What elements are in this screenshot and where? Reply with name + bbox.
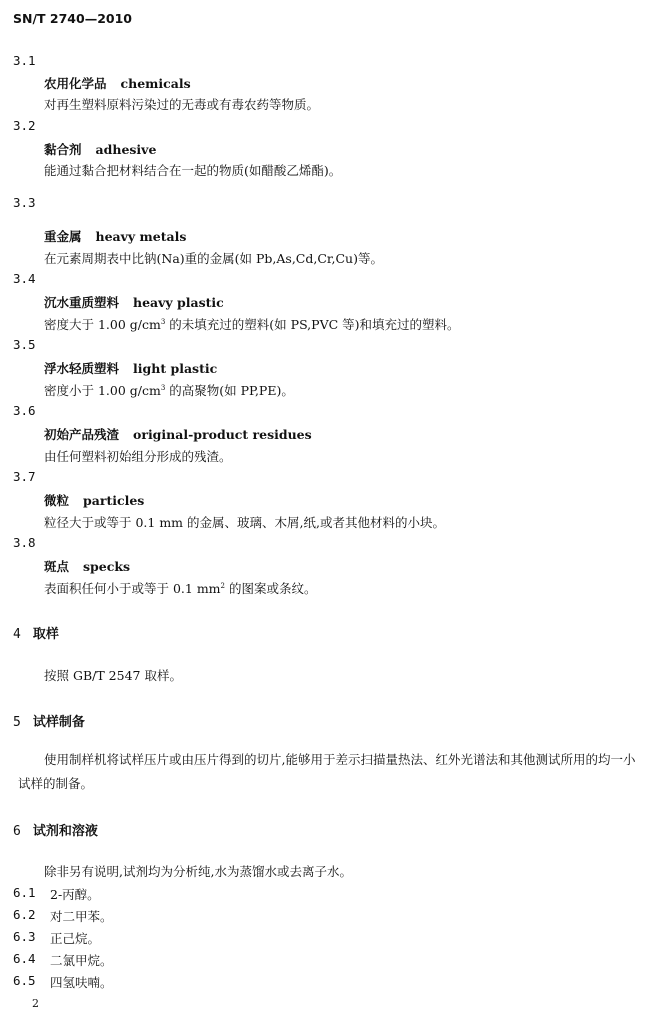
section-text: 按照 GB/T 2547 取样。 bbox=[44, 668, 182, 683]
section-heading bbox=[13, 711, 85, 730]
definition-text: 密度大于 1.00 g/cm bbox=[44, 317, 161, 332]
reagent-number: 6.3 bbox=[13, 929, 36, 944]
term-title-zh: 黏合剂 bbox=[44, 142, 82, 157]
section-number: 5 bbox=[13, 715, 21, 730]
term-title bbox=[44, 140, 156, 158]
term-definition bbox=[44, 381, 294, 399]
term-title bbox=[44, 293, 224, 311]
term-title-zh: 斑点 bbox=[44, 559, 70, 574]
superscript: 3 bbox=[160, 383, 166, 392]
term-title-en: chemicals bbox=[120, 76, 191, 91]
standard-number-header: SN/T 2740—2010 bbox=[13, 11, 132, 26]
section-heading bbox=[13, 623, 59, 642]
reagent-name: 四氢呋喃。 bbox=[50, 975, 113, 990]
definition-text: 的未填充过的塑料(如 PS,PVC 等)和填充过的塑料。 bbox=[165, 317, 460, 332]
term-number: 3.5 bbox=[13, 337, 36, 352]
term-title bbox=[44, 227, 186, 245]
term-number: 3.4 bbox=[13, 271, 36, 286]
section-title: 试剂和溶液 bbox=[32, 824, 98, 839]
section-title: 试样制备 bbox=[32, 715, 85, 730]
section-number: 4 bbox=[13, 627, 21, 642]
term-definition: 粒径大于或等于 0.1 mm 的金属、玻璃、木屑,纸,或者其他材料的小块。 bbox=[44, 515, 445, 530]
definition-text: 密度小于 1.00 g/cm bbox=[44, 383, 161, 398]
term-title-en: heavy metals bbox=[95, 229, 187, 244]
term-title-en: particles bbox=[83, 493, 145, 508]
section-text: 除非另有说明,试剂均为分析纯,水为蒸馏水或去离子水。 bbox=[44, 864, 352, 879]
term-title-en: specks bbox=[83, 559, 131, 574]
term-title bbox=[44, 74, 191, 92]
definition-text: 的高聚物(如 PP,PE)。 bbox=[165, 383, 294, 398]
term-title bbox=[44, 491, 144, 509]
term-number: 3.8 bbox=[13, 535, 36, 550]
reagent-name: 正己烷。 bbox=[50, 931, 101, 946]
term-definition: 在元素周期表中比钠(Na)重的金属(如 Pb,As,Cd,Cr,Cu)等。 bbox=[44, 251, 383, 266]
reagent-number: 6.1 bbox=[13, 885, 36, 900]
term-definition: 由任何塑料初始组分形成的残渣。 bbox=[44, 449, 232, 464]
definition-text: 表面积任何小于或等于 0.1 mm bbox=[44, 581, 221, 596]
reagent-name: 2-丙醇。 bbox=[50, 887, 100, 902]
page-number: 2 bbox=[32, 997, 39, 1010]
term-number: 3.1 bbox=[13, 53, 36, 68]
term-title-en: heavy plastic bbox=[133, 295, 224, 310]
reagent-name: 二氯甲烷。 bbox=[50, 953, 113, 968]
term-definition bbox=[44, 579, 317, 597]
term-number: 3.2 bbox=[13, 118, 36, 133]
section-title: 取样 bbox=[32, 627, 59, 642]
term-title bbox=[44, 359, 217, 377]
term-title-en: adhesive bbox=[95, 142, 157, 157]
term-title bbox=[44, 557, 130, 575]
superscript: 3 bbox=[160, 317, 166, 326]
reagent-number: 6.5 bbox=[13, 973, 36, 988]
term-title-en: light plastic bbox=[133, 361, 218, 376]
term-title-zh: 沉水重质塑料 bbox=[44, 295, 120, 310]
term-title bbox=[44, 425, 312, 443]
term-title-en: original-product residues bbox=[133, 427, 312, 442]
superscript: 2 bbox=[220, 581, 226, 590]
reagent-number: 6.2 bbox=[13, 907, 36, 922]
term-number: 3.6 bbox=[13, 403, 36, 418]
term-definition: 能通过黏合把材料结合在一起的物质(如醋酸乙烯酯)。 bbox=[44, 163, 342, 178]
term-title-zh: 浮水轻质塑料 bbox=[44, 361, 120, 376]
section-heading bbox=[13, 820, 98, 839]
term-title-zh: 微粒 bbox=[44, 493, 70, 508]
reagent-name: 对二甲苯。 bbox=[50, 909, 113, 924]
term-number: 3.3 bbox=[13, 195, 36, 210]
definition-text: 的图案或条纹。 bbox=[225, 581, 317, 596]
section-paragraph: 使用制样机将试样压片或由压片得到的切片,能够用于差示扫描量热法、红外光谱法和其他测试所用的均一小试样的制备。 bbox=[18, 752, 636, 791]
term-title-zh: 农用化学品 bbox=[44, 76, 107, 91]
reagent-number: 6.4 bbox=[13, 951, 36, 966]
section-number: 6 bbox=[13, 824, 21, 839]
term-title-zh: 初始产品残渣 bbox=[44, 427, 120, 442]
term-number: 3.7 bbox=[13, 469, 36, 484]
term-definition: 对再生塑料原料污染过的无毒或有毒农药等物质。 bbox=[44, 97, 320, 112]
term-definition bbox=[44, 315, 460, 333]
term-title-zh: 重金属 bbox=[44, 229, 82, 244]
